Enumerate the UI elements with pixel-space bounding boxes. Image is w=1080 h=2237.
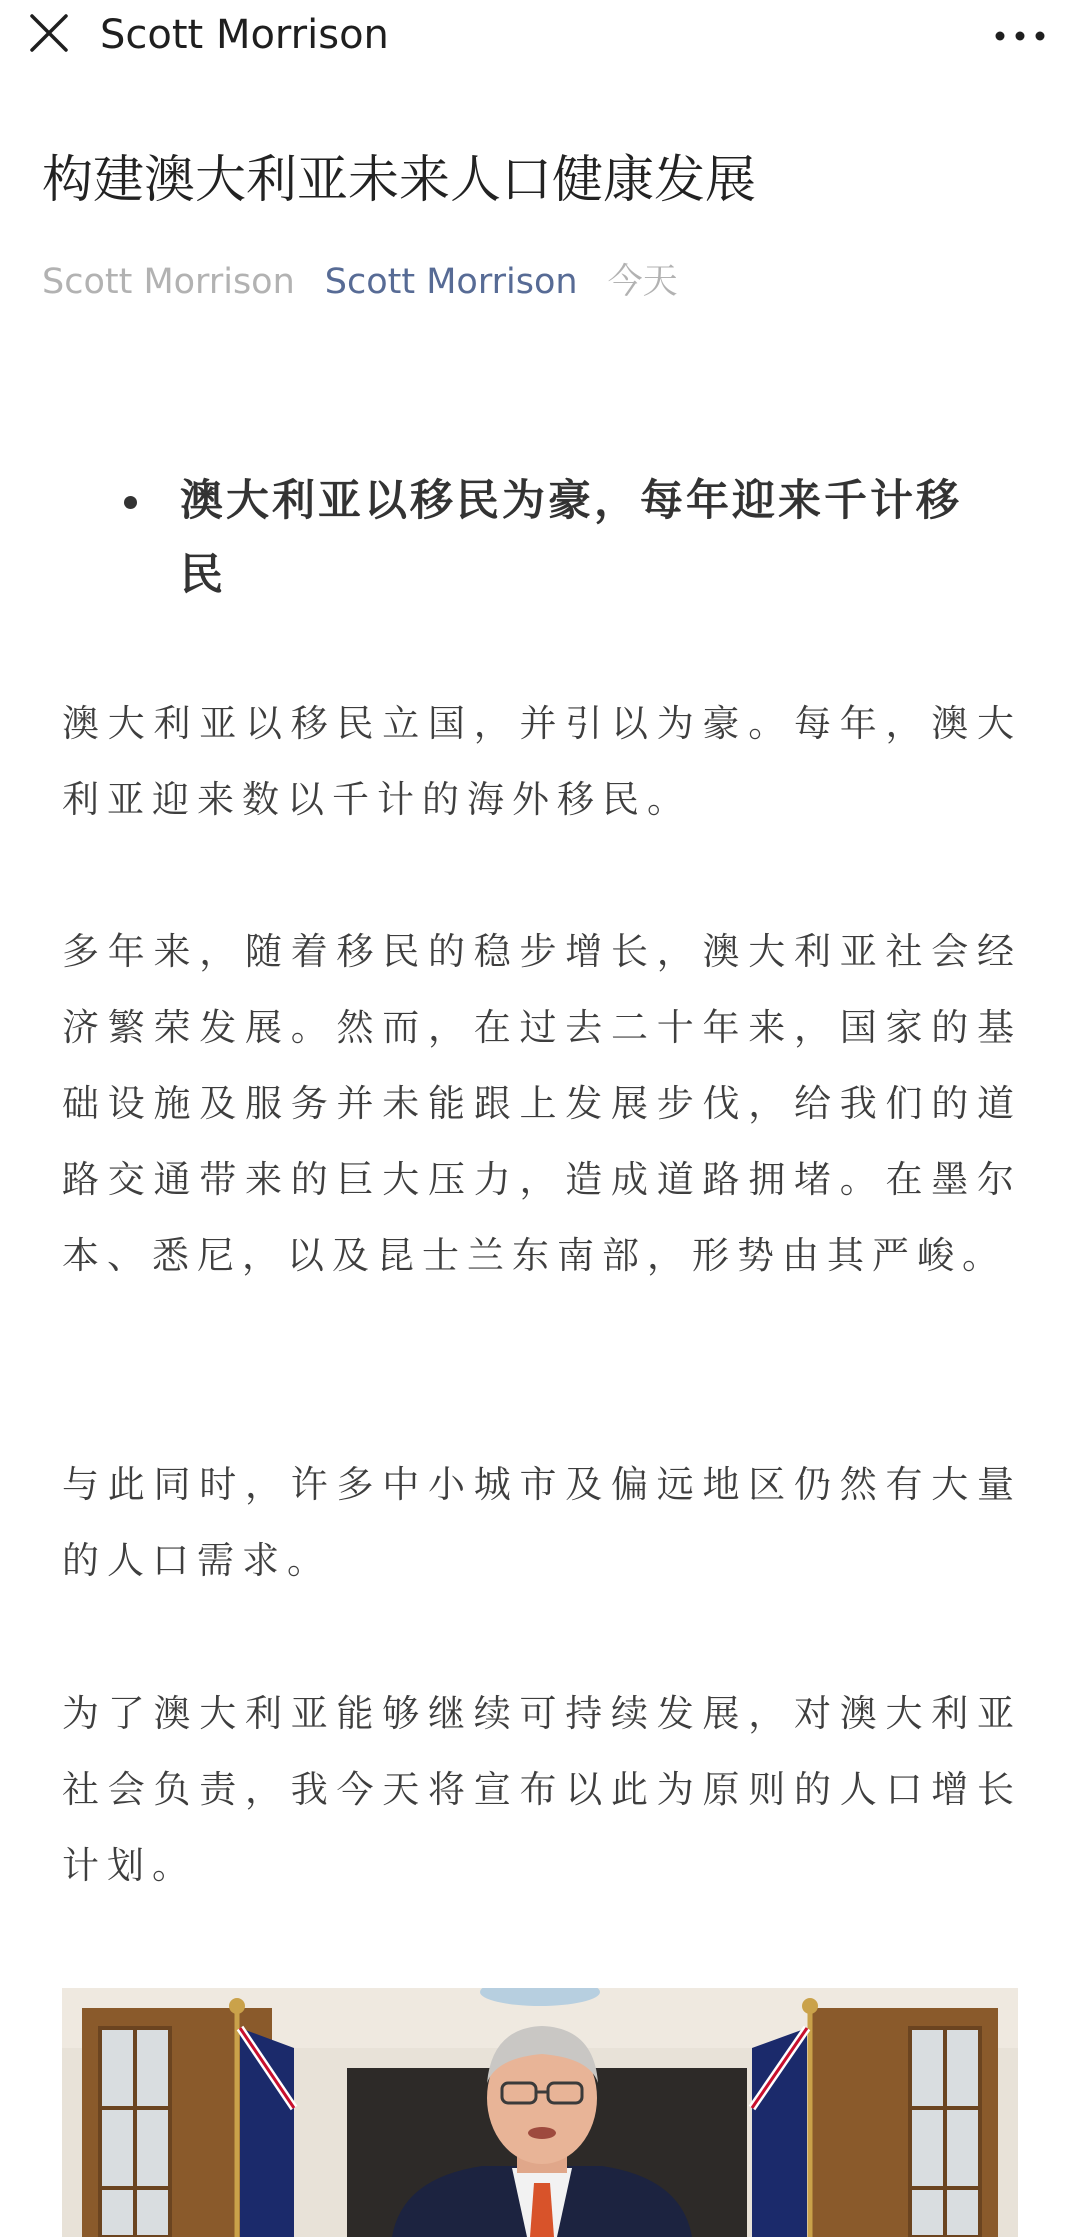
article-meta (42, 255, 708, 309)
paragraph-3: 与此同时，许多中小城市及偏远地区仍然有大量的人口需求。 (62, 1463, 1022, 1582)
publish-date: 今天 (607, 262, 678, 302)
article-photo (62, 1988, 1018, 2237)
account-link[interactable]: Scott Morrison (324, 262, 578, 302)
more-dots-icon (988, 14, 1052, 54)
more-button[interactable] (988, 14, 1052, 54)
paragraph-2: 多年来，随着移民的稳步增长，澳大利亚社会经济繁荣发展。然而，在过去二十年来，国家的基础设施及服务并未能跟上发展步伐，给我们的道路交通带来的巨大压力，造成道路拥堵。在墨尔本、悉尼，以及昆士兰东南部，形势由其严峻。 (62, 930, 1022, 1277)
bullet-heading (120, 464, 1000, 612)
press-conference-image (62, 1988, 1018, 2237)
top-bar (0, 0, 1080, 72)
close-button[interactable] (26, 10, 72, 56)
paragraph-1: 澳大利亚以移民立国，并引以为豪。每年，澳大利亚迎来数以千计的海外移民。 (62, 702, 1022, 821)
bullet-heading-text: 澳大利亚以移民为豪，每年迎来千计移民 (180, 476, 962, 600)
author-name: Scott Morrison (42, 262, 295, 302)
paragraph-4: 为了澳大利亚能够继续可持续发展，对澳大利亚社会负责，我今天将宣布以此为原则的人口增长计划。 (62, 1692, 1022, 1887)
close-icon (26, 10, 72, 56)
top-bar-title: Scott Morrison (100, 12, 389, 58)
article-title: 构建澳大利亚未来人口健康发展 (42, 151, 757, 210)
